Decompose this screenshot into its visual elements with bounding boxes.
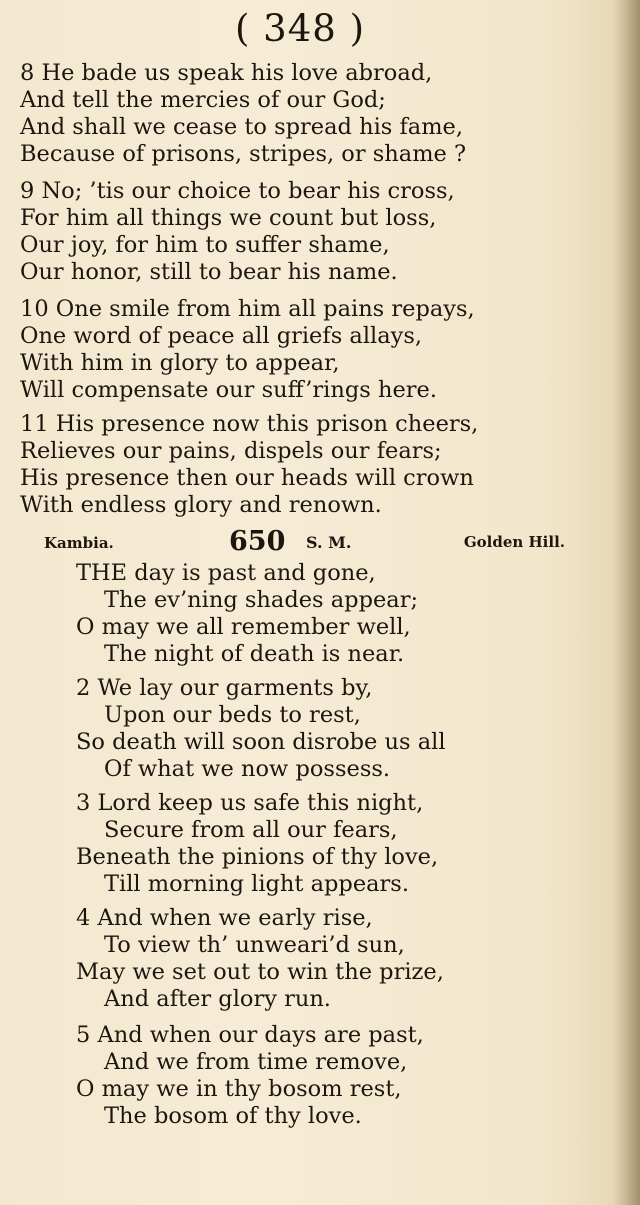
verse-line: Our joy, for him to suffer shame, <box>20 232 390 258</box>
verse-line: 8 He bade us speak his love abroad, <box>20 60 433 86</box>
verse-line: Our honor, still to bear his name. <box>20 259 398 285</box>
verse-line: THE day is past and gone, <box>76 560 376 586</box>
verse-line: With him in glory to appear, <box>20 350 340 376</box>
verse-line: The ev’ning shades appear; <box>104 587 419 613</box>
verse-line: Relieves our pains, dispels our fears; <box>20 438 442 464</box>
verse-line: 5 And when our days are past, <box>76 1022 424 1048</box>
verse-line: Because of prisons, stripes, or shame ? <box>20 141 467 167</box>
verse-line: 2 We lay our garments by, <box>76 675 373 701</box>
tune-name-left: Kambia. <box>44 534 114 552</box>
hymn-verse-4 <box>76 905 444 1013</box>
verse-line: Of what we now possess. <box>104 756 391 782</box>
verse-line: Will compensate our suff’rings here. <box>20 377 437 403</box>
verse-line: The bosom of thy love. <box>104 1103 362 1129</box>
verse-line: Upon our beds to rest, <box>104 702 361 728</box>
page-edge-shadow <box>612 0 640 1205</box>
verse-line: May we set out to win the prize, <box>76 959 444 985</box>
verse-line: So death will soon disrobe us all <box>76 729 446 755</box>
hymn-number: 650 <box>229 526 286 557</box>
verse-line: And tell the mercies of our God; <box>20 87 386 113</box>
verse-line: Beneath the pinions of thy love, <box>76 844 439 870</box>
verse-11 <box>20 411 478 519</box>
verse-10 <box>20 296 475 404</box>
verse-line: One word of peace all griefs allays, <box>20 323 423 349</box>
verse-9 <box>20 178 455 286</box>
verse-line: Secure from all our fears, <box>104 817 398 843</box>
verse-line: O may we all remember well, <box>76 614 411 640</box>
verse-line: The night of death is near. <box>104 641 405 667</box>
hymn-header <box>44 526 569 556</box>
verse-line: 11 His presence now this prison cheers, <box>20 411 479 437</box>
verse-line: 3 Lord keep us safe this night, <box>76 790 424 816</box>
verse-line: And we from time remove, <box>104 1049 408 1075</box>
tune-name-right: Golden Hill. <box>463 533 565 551</box>
verse-8 <box>20 60 466 168</box>
verse-line: 4 And when we early rise, <box>76 905 373 931</box>
verse-line: 9 No; ’tis our choice to bear his cross, <box>20 178 455 204</box>
verse-line: Till morning light appears. <box>104 871 410 897</box>
hymn-verse-2 <box>76 675 446 783</box>
verse-line: To view th’ unweari’d sun, <box>104 932 405 958</box>
verse-line: 10 One smile from him all pains repays, <box>20 296 475 322</box>
verse-line: O may we in thy bosom rest, <box>76 1076 402 1102</box>
verse-line: With endless glory and renown. <box>20 492 382 518</box>
verse-line: And after glory run. <box>104 986 331 1012</box>
verse-line: His presence then our heads will crown <box>20 465 474 491</box>
hymn-verse-3 <box>76 790 438 898</box>
hymn-verse-1 <box>76 560 418 668</box>
verse-line: For him all things we count but loss, <box>20 205 437 231</box>
hymn-meter: S. M. <box>306 533 352 552</box>
verse-line: And shall we cease to spread his fame, <box>20 114 464 140</box>
page-number: ( 348 ) <box>234 7 365 50</box>
hymn-verse-5 <box>76 1022 424 1130</box>
